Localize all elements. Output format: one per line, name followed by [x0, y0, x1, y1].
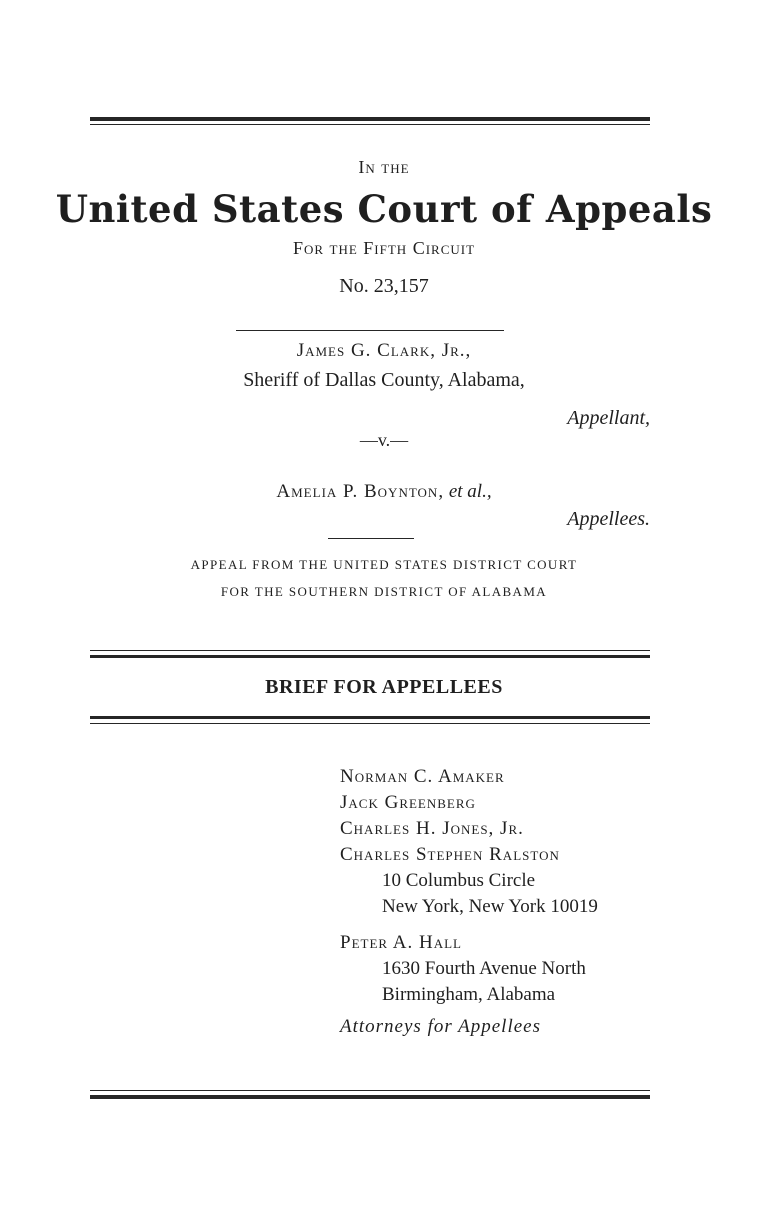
attorney-name: Charles Stephen Ralston: [340, 844, 560, 865]
address-line: New York, New York 10019: [382, 896, 598, 917]
appellant-name: James G. Clark, Jr.,: [296, 340, 472, 361]
appeal-line-2: FOR THE SOUTHERN DISTRICT OF ALABAMA: [220, 584, 548, 599]
brief-title: BRIEF FOR APPELLEES: [265, 676, 503, 698]
attorney-name: Norman C. Amaker: [340, 766, 505, 787]
circuit-label: For the Fifth Circuit: [292, 238, 476, 258]
case-number: No. 23,157: [339, 275, 429, 297]
court-name: United States Court of Appeals: [55, 187, 713, 231]
appellee-name: Amelia P. Boynton,: [276, 481, 445, 502]
appeal-line-1: APPEAL FROM THE UNITED STATES DISTRICT COURT: [190, 557, 578, 572]
appellee-role: Appellees.: [567, 508, 650, 530]
attorneys-block: [340, 764, 598, 1040]
attorney-name: Peter A. Hall: [340, 932, 462, 953]
divider-rule: [236, 330, 504, 331]
brief-rule-bottom-thin: [90, 723, 650, 724]
in-the-label: In the: [358, 157, 410, 177]
address-line: 1630 Fourth Avenue North: [382, 958, 586, 979]
bottom-rule-thin: [90, 1090, 650, 1091]
attorneys-role: Attorneys for Appellees: [340, 1016, 542, 1037]
appellee-line: [0, 481, 768, 503]
top-rule-thin: [90, 124, 650, 125]
address-line: Birmingham, Alabama: [382, 984, 556, 1005]
top-rule-thick: [90, 117, 650, 121]
attorney-name: Charles H. Jones, Jr.: [340, 818, 524, 839]
bottom-rule-thick: [90, 1095, 650, 1099]
appellant-role: Appellant,: [567, 407, 650, 429]
versus-label: —v.—: [359, 430, 409, 450]
attorney-name: Jack Greenberg: [340, 792, 476, 813]
appellee-etal: et al.,: [448, 481, 492, 502]
brief-rule-top-thick: [90, 655, 650, 658]
divider-rule-short: [328, 538, 414, 539]
appellant-title: Sheriff of Dallas County, Alabama,: [243, 369, 525, 391]
brief-rule-top-thin: [90, 650, 650, 651]
address-line: 10 Columbus Circle: [382, 870, 536, 891]
brief-rule-bottom-thick: [90, 716, 650, 719]
